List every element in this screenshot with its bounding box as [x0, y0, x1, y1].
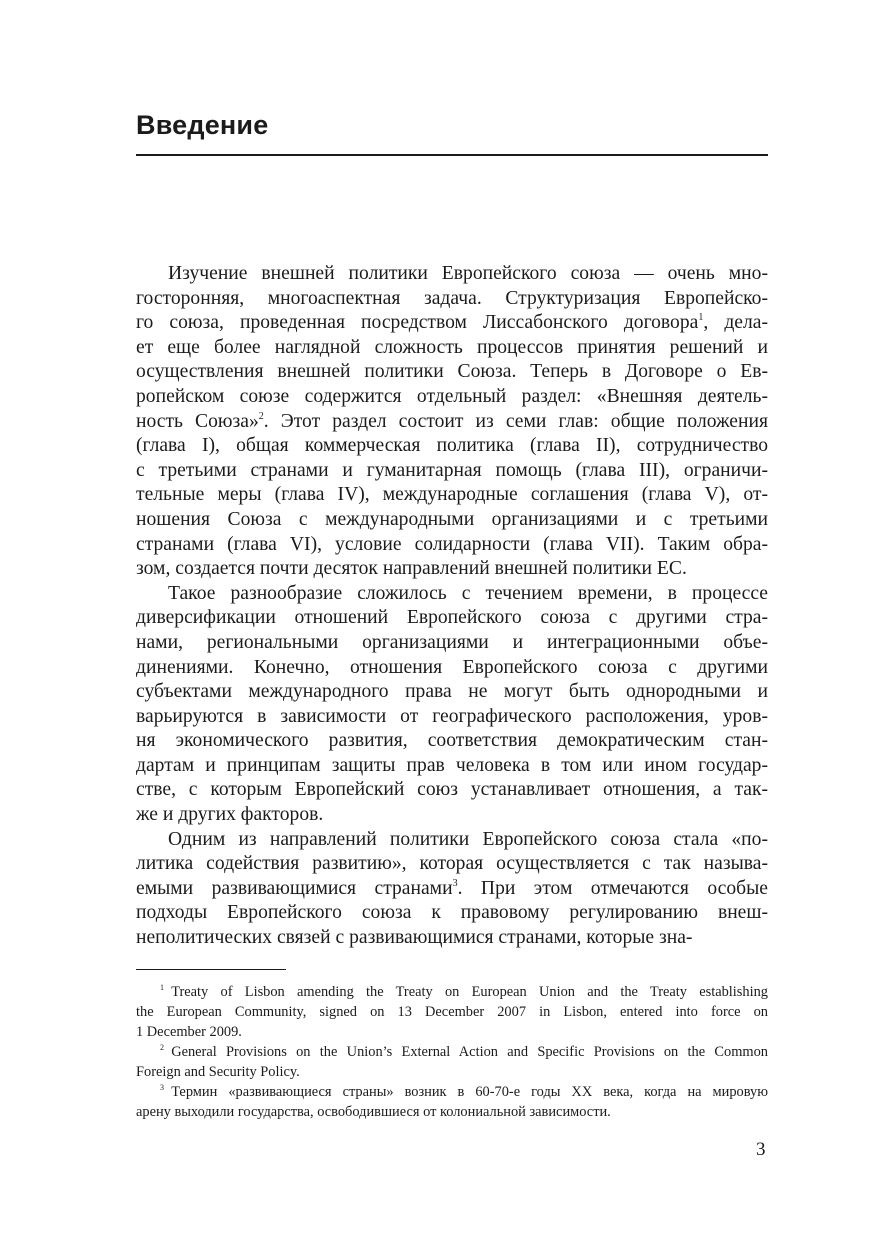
text-line: (глава I), общая коммерческая политика (глава II), сотрудничество	[136, 435, 768, 457]
line-text: . Этот раздел состоит из семи глав: общие положения	[263, 410, 768, 432]
footnote	[136, 1042, 768, 1082]
footnote	[136, 1082, 768, 1122]
footnote-ref: 1	[698, 312, 704, 324]
footnote-marker: 1	[160, 983, 164, 992]
footnote-line: $^1$ Treaty of Lisbon amending the Treaty on European Union and the Treaty establishing	[160, 983, 768, 1000]
footnote-line: $^2$ General Provisions on the Union’s External Action and Specific Provisions on the Common	[160, 1043, 768, 1060]
footnote-marker: 3	[160, 1083, 164, 1092]
text-line: субъектами международного права не могут быть однородными и	[136, 681, 768, 703]
text-line: ня экономического развития, соответствия демократическим стан-	[136, 730, 768, 752]
line-text: , дела-	[703, 312, 768, 334]
text-line: Одним из направлений политики Европейского союза стала «по-	[168, 828, 768, 850]
footnote-line: $^3$ Термин «развивающиеся страны» возник в 60-70-е годы XX века, когда на мировую	[160, 1083, 768, 1100]
text-line: же и других факторов.	[136, 804, 324, 826]
page-number: 3	[756, 1139, 766, 1160]
footnote-line: арену выходили государства, освободившиеся от колониальной зависимости.	[136, 1104, 611, 1120]
footnote-line: the European Community, signed on 13 December 2007 in Lisbon, entered into force on	[136, 1004, 768, 1020]
footnote-separator	[136, 969, 286, 970]
text-line: странами (глава VI), условие солидарности (глава VII). Таким обра-	[136, 533, 768, 555]
paragraph	[136, 582, 768, 828]
text-line: нами, региональными организациями и интеграционными объе-	[136, 631, 768, 653]
line-text: ность Союза»	[136, 410, 259, 432]
text-line: госторонняя, многоаспектная задача. Структуризация Европейско-	[136, 287, 768, 309]
text-line	[136, 410, 768, 435]
text-line	[136, 877, 768, 902]
text-line: динениями. Конечно, отношения Европейского союза с другими	[136, 656, 768, 678]
footnote-marker: 2	[160, 1043, 164, 1052]
text-line: ропейском союзе содержится отдельный раздел: «Внешняя деятель-	[136, 385, 768, 407]
text-line	[136, 311, 768, 336]
text-line: дартам и принципам защиты прав человека в том или ином государ-	[136, 754, 768, 776]
line-text: го союза, проведенная посредством Лиссабонского договора	[136, 312, 699, 334]
footnote	[136, 982, 768, 1042]
text-line: неполитических связей с развивающимися странами, которые зна-	[136, 927, 693, 949]
line-text: емыми развивающимися странами	[136, 877, 453, 899]
text-line: Изучение внешней политики Европейского союза — очень мно-	[168, 263, 768, 284]
title-underline	[136, 154, 768, 156]
footnote-ref: 3	[452, 877, 458, 889]
text-line: диверсификации отношений Европейского союза с другими стра-	[136, 607, 768, 629]
text-line: ношения Союза с международными организациями и с третьими	[136, 508, 768, 530]
chapter-title: Введение	[136, 110, 269, 140]
text-line: стве, с которым Европейский союз устанавливает отношения, а так-	[136, 779, 768, 801]
text-line: тельные меры (глава IV), международные соглашения (глава V), от-	[136, 484, 768, 506]
footnote-ref: 2	[258, 410, 264, 422]
text-line: ет еще более наглядной сложность процессов принятия решений и	[136, 336, 768, 358]
paragraph	[136, 262, 768, 582]
body-text	[136, 262, 768, 951]
text-line: подходы Европейского союза к правовому регулированию внеш-	[136, 902, 768, 924]
footnotes	[136, 982, 768, 1122]
text-line: осуществления внешней политики Союза. Теперь в Договоре о Ев-	[136, 361, 768, 383]
text-line: варьируются в зависимости от географического расположения, уров-	[136, 705, 768, 727]
text-line: Такое разнообразие сложилось с течением времени, в процессе	[168, 582, 768, 604]
paragraph	[136, 828, 768, 951]
footnote-line: Foreign and Security Policy.	[136, 1064, 300, 1080]
footnote-line: 1 December 2009.	[136, 1024, 242, 1040]
text-line: зом, создается почти десяток направлений внешней политики ЕС.	[136, 558, 687, 580]
text-line: с третьими странами и гуманитарная помощь (глава III), ограничи-	[136, 459, 768, 481]
text-line: литика содействия развитию», которая осуществляется с так называ-	[136, 853, 768, 875]
line-text: . При этом отмечаются особые	[457, 877, 768, 899]
